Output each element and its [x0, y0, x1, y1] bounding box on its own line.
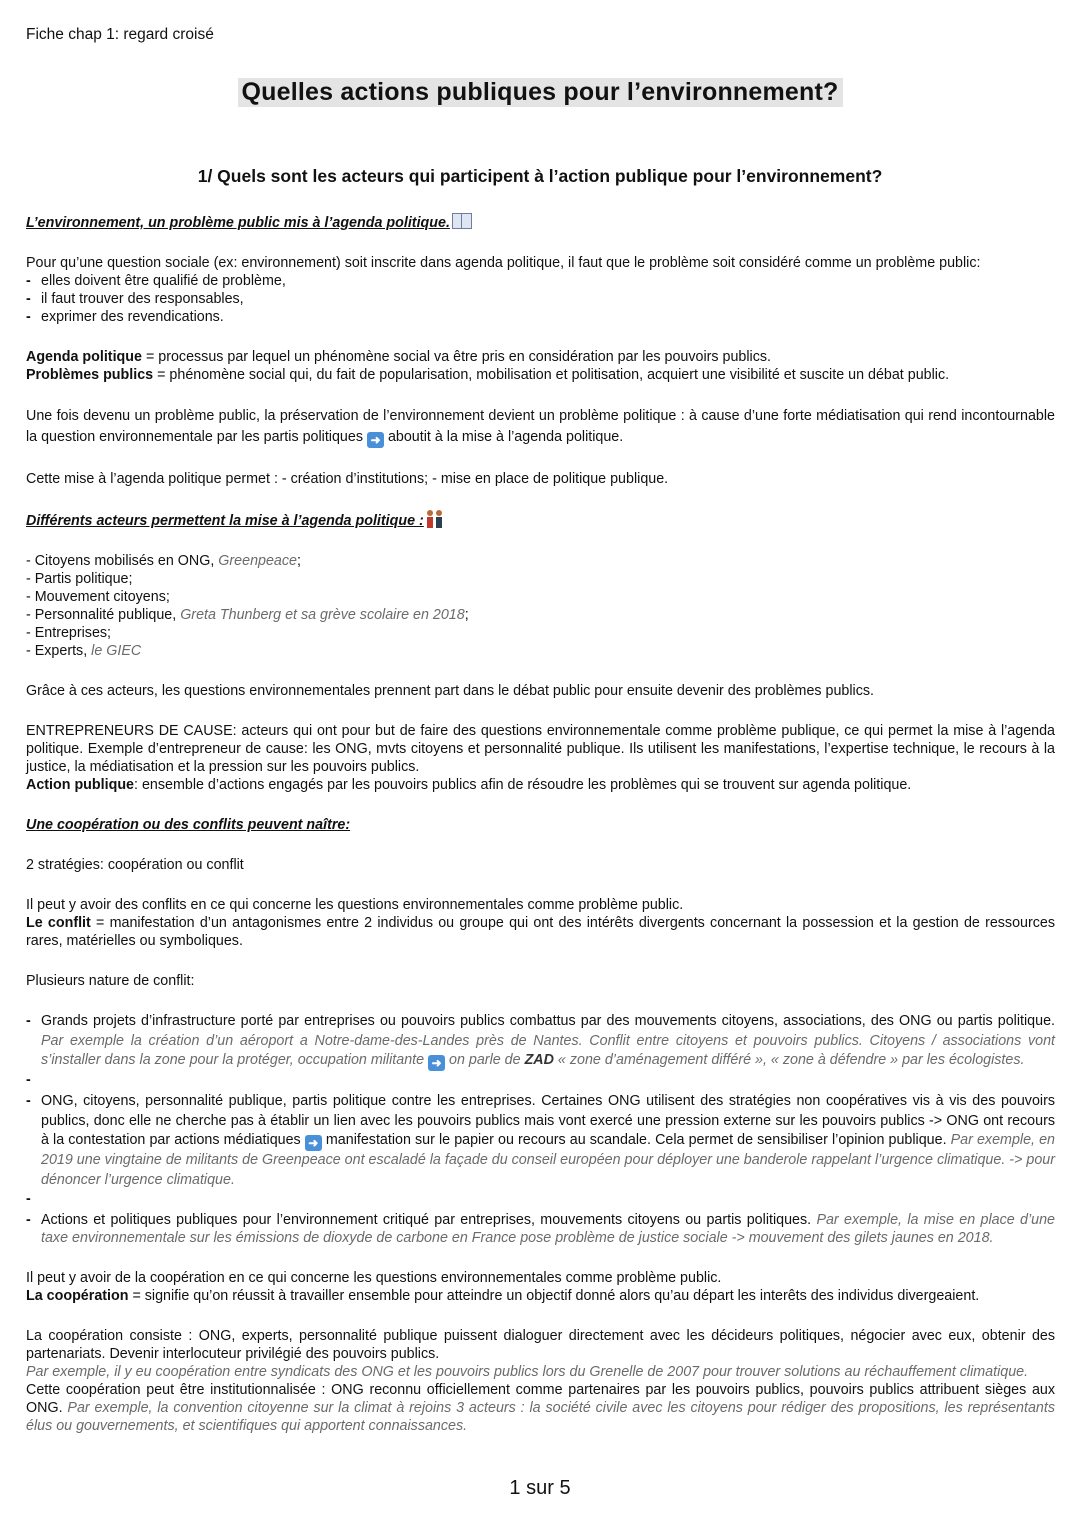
conflict-list: [26, 1012, 1055, 1247]
list-item: - elles doivent être qualifié de problème,: [26, 272, 1055, 290]
right-arrow-icon: ➜: [428, 1055, 445, 1071]
list-item: - Grands projets d’infrastructure porté par entreprises ou pouvoirs publics combattus par des mouvements citoyens, associations, des ONG ou partis politique. Par exemple la création d’un aéroport a Notre-dame-des-Landes près de Nantes. Conflit entre citoyens et pouvoirs publics. Citoyens / associations vont s’installer dans la zone pour la protéger, occupation militante ➜ on parle de ZAD « zone d’aménagement différé », « zone à défendre » par les écologistes.: [26, 1012, 1055, 1071]
conditions-list: [26, 272, 1055, 326]
paragraph-institutions: Cette mise à l’agenda politique permet : - création d’institutions; - mise en place de politique publique.: [26, 471, 669, 487]
section-heading-conflits: [26, 816, 1055, 834]
document-header: Fiche chap 1: regard croisé: [26, 26, 214, 43]
term: Agenda politique: [26, 349, 142, 365]
definition-text: = manifestation d’un antagonismes entre 2 individus ou groupe qui ont des intérêts divergents concernant la possession et la gestion de ressources rares, matérielles ou symboliques.: [26, 915, 1055, 949]
term: Problèmes publics: [26, 367, 154, 383]
list-item: - Mouvement citoyens;: [26, 589, 170, 605]
definition-action-publique: [26, 776, 1055, 794]
paragraph-acteurs: Grâce à ces acteurs, les questions environnementales prennent part dans le débat public pour ensuite devenir des problèmes publics.: [26, 683, 874, 699]
term: Le conflit: [26, 915, 91, 931]
list-item: - ONG, citoyens, personnalité publique, partis politique contre les entreprises. Certaines ONG utilisent des stratégies non coopératives vis à vis des pouvoirs publics, donc elle ne cherche pas à établir un lien avec les pouvoirs publics mais vont exercé une pression externe sur les pouvoirs publics -> ONG ont recours à la contestation par actions médiatiques ➜ manifestation sur le papier ou recours au scandale. Cela permet de sensibiliser l’opinion publique. Par exemple, en 2019 une vingtaine de militants de Greenpeace ont escaladé la façade du conseil européen pour déployer une banderole rappelant l’urgence climatique. -> pour dénoncer l’urgence climatique.: [26, 1092, 1055, 1190]
list-item: - il faut trouver des responsables,: [26, 290, 1055, 308]
title-wrap: [0, 78, 1080, 107]
list-item: - Citoyens mobilisés en ONG, Greenpeace;: [26, 553, 301, 569]
definition-agenda: [26, 348, 1055, 366]
paragraph-text: Une fois devenu un problème public, la préservation de l’environnement devient un problème politique : à cause d’une forte médiatisation qui rend incontournable la question environnementale par les partis politiques: [26, 408, 1055, 445]
book-icon: [452, 213, 472, 229]
actors-list: [26, 552, 1055, 660]
list-item: - Experts, le GIEC: [26, 643, 142, 659]
section-title: 1/ Quels sont les acteurs qui participent à l’action publique pour l’environnement?: [197, 166, 883, 186]
paragraph-coop-intro: Il peut y avoir de la coopération en ce qui concerne les questions environnementales comme problème public.: [26, 1270, 722, 1286]
right-arrow-icon: ➜: [367, 432, 384, 448]
list-item: - Actions et politiques publiques pour l’environnement critiqué par entreprises, mouvements citoyens ou partis politiques. Par exemple, la mise en place d’une taxe environnementale sur les émissions de dioxyde de carbone en France pose problème de justice sociale -> mouvement des gilets jaunes en 2018.: [26, 1211, 1055, 1247]
list-item: - Personnalité publique, Greta Thunberg et sa grève scolaire en 2018;: [26, 607, 469, 623]
paragraph-nature: Plusieurs nature de conflit:: [26, 973, 195, 989]
paragraph-coop-consists: La coopération consiste : ONG, experts, personnalité publique puissent dialoguer directement avec les décideurs politiques, négocier avec eux, obtenir des partenariats. Devenir interlocuteur privilégié des pouvoirs publics.: [26, 1328, 1055, 1362]
term: Action publique: [26, 777, 135, 793]
definition-cooperation: [26, 1287, 1055, 1305]
heading-text: L’environnement, un problème public mis à l’agenda politique.: [26, 215, 450, 231]
paragraph-entrepreneurs: ENTREPRENEURS DE CAUSE: acteurs qui ont pour but de faire des questions environnementale comme problème publique, ce qui permet la mise à l’agenda politique. Exemple d’entrepreneur de cause: les ONG, mvts citoyens et personnalité publique. Ils utilisent les manifestations, l’expertise technique, le recours à la justice, la médiatisation et la pression sur les pouvoirs publics.: [26, 723, 1055, 775]
definition-conflit: [26, 914, 1055, 950]
definition-public-problems: [26, 366, 1055, 384]
heading-text: Différents acteurs permettent la mise à l’agenda politique :: [26, 513, 424, 529]
section-heading-acteurs: [26, 510, 1055, 530]
paragraph-conflit-intro: Il peut y avoir des conflits en ce qui concerne les questions environnementales comme problème public.: [26, 897, 684, 913]
heading-text: Une coopération ou des conflits peuvent naître:: [26, 817, 351, 833]
page-number: 1 sur 5: [509, 1477, 571, 1499]
definition-text: = signifie qu’on réussit à travailler ensemble pour atteindre un objectif donné alors qu’au départ les interêts des individus divergeaient.: [128, 1288, 980, 1304]
term: La coopération: [26, 1288, 129, 1304]
paragraph-politique: [26, 406, 1055, 448]
list-item: - Entreprises;: [26, 625, 112, 641]
people-icon: [427, 510, 443, 528]
list-item: - exprimer des revendications.: [26, 308, 1055, 326]
right-arrow-icon: ➜: [305, 1135, 322, 1151]
paragraph-coop-institution: Cette coopération peut être institutionnalisée : ONG reconnu officiellement comme partenaires par les pouvoirs publics, pouvoirs publics attribuent sièges aux ONG. Par exemple, la convention citoyenne sur la climat à rejoins 3 acteurs : la société civile avec les citoyens pour rédiger des propositions, les représentants élus ou gouvernements, et scientifiques qui apportent connaissances.: [26, 1382, 1056, 1434]
section-heading-agenda: [26, 213, 1055, 232]
definition-text: : ensemble d’actions engagés par les pouvoirs publics afin de résoudre les problèmes qui se trouvent sur agenda politique.: [134, 777, 912, 793]
list-item: - Partis politique;: [26, 571, 133, 587]
document-body: [26, 213, 1055, 1435]
paragraph-strategies: 2 stratégies: coopération ou conflit: [26, 857, 244, 873]
paragraph-text: aboutit à la mise à l’agenda politique.: [387, 429, 624, 445]
definition-text: = processus par lequel un phénomène social va être pris en considération par les pouvoirs publics.: [141, 349, 771, 365]
page-title: Quelles actions publiques pour l’environnement?: [238, 78, 843, 107]
example-grenelle: Par exemple, il y eu coopération entre syndicats des ONG et les pouvoirs publics lors du Grenelle de 2007 pour trouver solutions au réchauffement climatique.: [26, 1364, 1029, 1380]
agenda-intro: Pour qu’une question sociale (ex: environnement) soit inscrite dans agenda politique, il faut que le problème soit considéré comme un problème public:: [26, 255, 981, 271]
definition-text: = phénomène social qui, du fait de popularisation, mobilisation et politisation, acquiert une visibilité et suscite un débat public.: [153, 367, 950, 383]
